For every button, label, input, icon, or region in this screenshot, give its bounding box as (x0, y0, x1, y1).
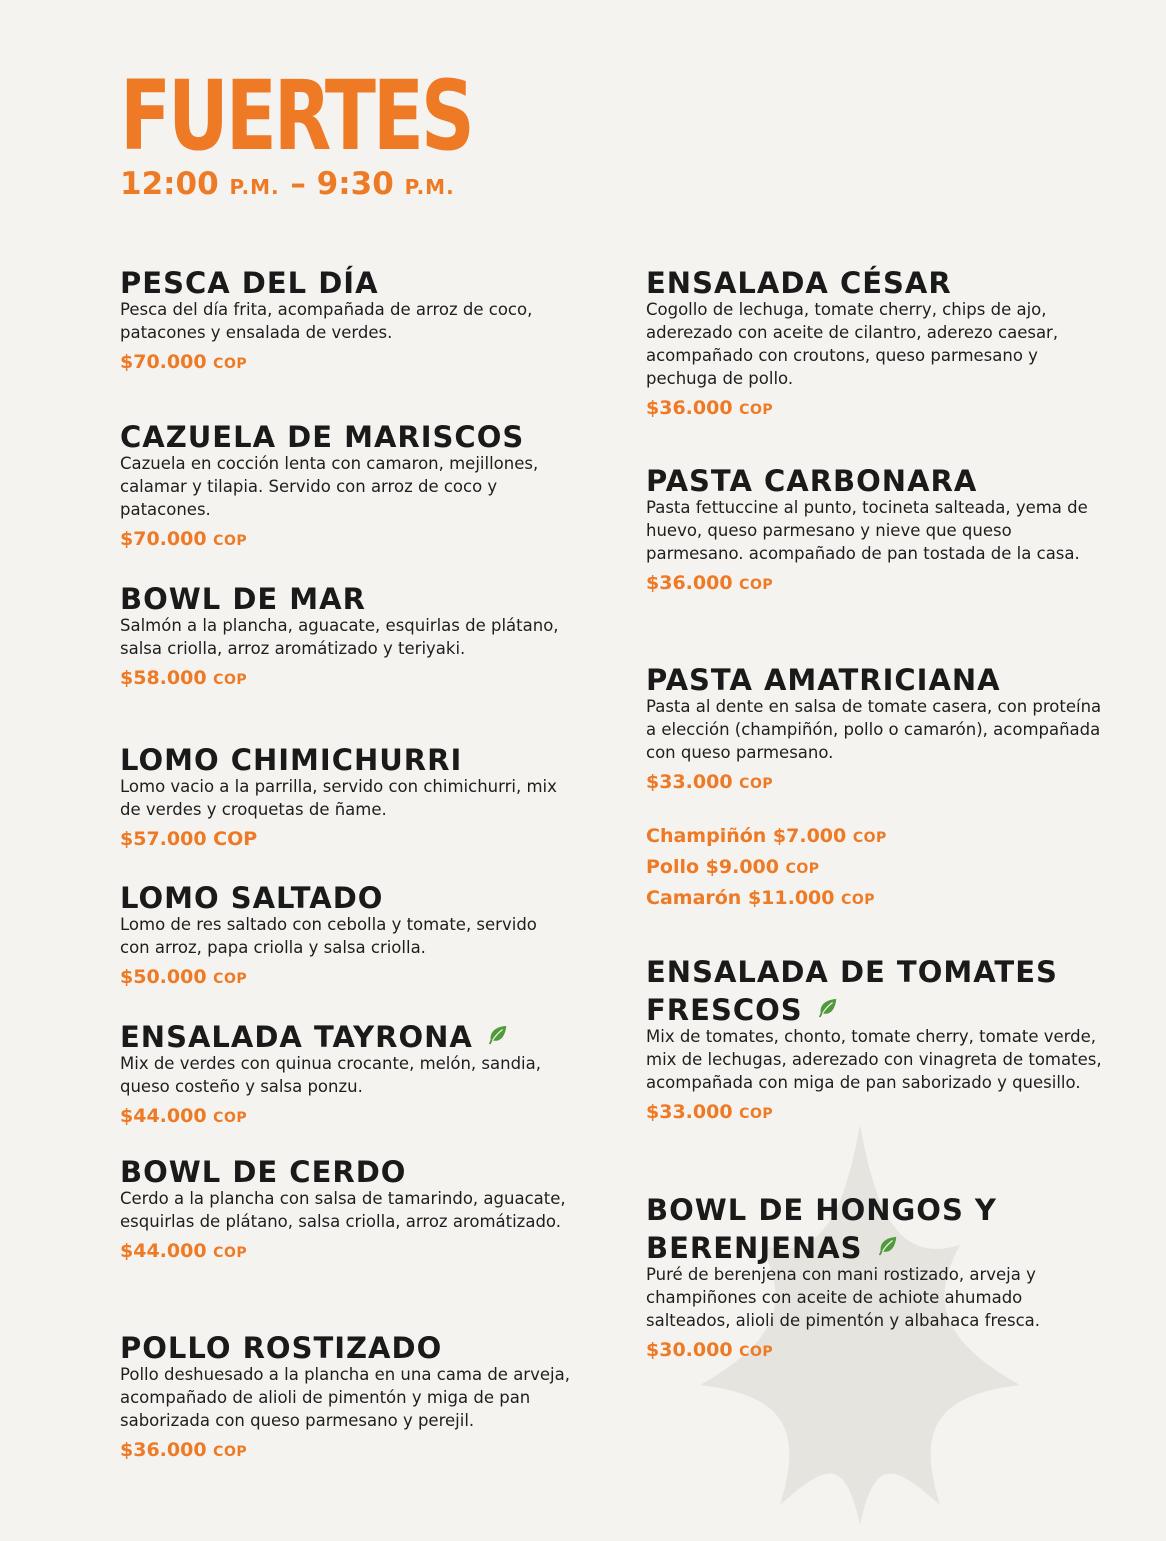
dish-price: $44.000 COP (120, 1105, 248, 1127)
leaf-icon (817, 997, 839, 1019)
dish-name: PASTA CARBONARA (646, 464, 978, 498)
menu-item (120, 1329, 570, 1466)
menu-item (120, 264, 570, 378)
hours-end-suffix: P.M. (404, 175, 455, 199)
menu-item (646, 953, 1106, 1128)
dish-name: BOWL DE MAR (120, 582, 366, 616)
menu-item (120, 741, 570, 853)
leaf-icon (877, 1235, 899, 1257)
dish-description: Lomo de res saltado con cebolla y tomate, servido con arroz, papa criolla y salsa criolla. (120, 915, 537, 957)
dish-name: LOMO CHIMICHURRI (120, 743, 463, 777)
dish-name: CAZUELA DE MARISCOS (120, 420, 525, 454)
menu-item (120, 580, 570, 694)
dish-price: $58.000 COP (120, 667, 248, 689)
dish-description: Mix de verdes con quinua crocante, melón, sandia, queso costeño y salsa ponzu. (120, 1054, 541, 1096)
menu-item (120, 418, 570, 555)
dish-name: ENSALADA TAYRONA (120, 1018, 570, 1056)
menu-item (646, 264, 1106, 424)
dish-price: $36.000 COP (120, 1439, 248, 1461)
hours-end: 9:30 (316, 166, 394, 202)
dish-name: LOMO SALTADO (120, 881, 384, 915)
dish-description: Pasta al dente en salsa de tomate casera, con proteína a elección (champiñón, pollo o camarón), acompañada con queso parmesano. (646, 697, 1102, 762)
dish-name: POLLO ROSTIZADO (120, 1331, 443, 1365)
dish-description: Cerdo a la plancha con salsa de tamarindo, aguacate, esquirlas de plátano, salsa criolla, arroz aromátizado. (120, 1189, 566, 1231)
leaf-icon (487, 1024, 509, 1046)
dish-price: $36.000 COP (646, 572, 774, 594)
extra-option: Pollo $9.000 COP (646, 856, 820, 878)
dish-price: $33.000 COP (646, 771, 774, 793)
dish-description: Mix de tomates, chonto, tomate cherry, tomate verde, mix de lechugas, aderezado con vinagreta de tomates, acompañada con miga de pan saborizado y quesillo. (646, 1027, 1102, 1092)
hours-start: 12:00 (120, 166, 219, 202)
dish-description: Lomo vacio a la parrilla, servido con chimichurri, mix de verdes y croquetas de ñame. (120, 777, 557, 819)
dish-name: ENSALADA CÉSAR (646, 266, 952, 300)
dish-description: Pesca del día frita, acompañada de arroz de coco, patacones y ensalada de verdes. (120, 300, 533, 342)
dish-description: Cogollo de lechuga, tomate cherry, chips de ajo, aderezado con aceite de cilantro, aderezo caesar, acompañado con croutons, queso parmesano y pechuga de pollo. (646, 300, 1059, 388)
dish-description: Salmón a la plancha, aguacate, esquirlas de plátano, salsa criolla, arroz aromátizado y teriyaki. (120, 616, 559, 658)
protein-extras (646, 822, 887, 915)
dish-name: BOWL DE CERDO (120, 1155, 407, 1189)
page-title: FUERTES (120, 60, 472, 172)
dish-price: $50.000 COP (120, 966, 248, 988)
dish-price: $70.000 COP (120, 528, 248, 550)
dish-price: $70.000 COP (120, 351, 248, 373)
dish-price: $33.000 COP (646, 1101, 774, 1123)
menu-item (120, 1018, 570, 1132)
menu-item (646, 1191, 1106, 1366)
dish-price: $57.000 COP (120, 828, 258, 850)
dish-name: PESCA DEL DÍA (120, 266, 379, 300)
menu-item (120, 879, 570, 993)
dish-description: Puré de berenjena con mani rostizado, arveja y champiñones con aceite de achiote ahumado salteados, alioli de pimentón y albahaca fresca. (646, 1265, 1041, 1330)
menu-item (120, 1153, 570, 1267)
extra-option: Camarón $11.000 COP (646, 887, 876, 909)
menu-item (646, 661, 1106, 798)
dish-description: Cazuela en cocción lenta con camaron, mejillones, calamar y tilapia. Servido con arroz de coco y patacones. (120, 454, 539, 519)
dish-price: $30.000 COP (646, 1339, 774, 1361)
hours-separator: – (290, 166, 306, 202)
dish-description: Pasta fettuccine al punto, tocineta salteada, yema de huevo, queso parmesano y nieve que queso parmesano. acompañado de pan tostada de la casa. (646, 498, 1088, 563)
menu-item (646, 462, 1106, 599)
page-header (120, 60, 571, 207)
dish-name: BOWL DE HONGOS Y BERENJENAS (646, 1193, 997, 1265)
dish-price: $44.000 COP (120, 1240, 248, 1262)
dish-price: $36.000 COP (646, 397, 774, 419)
hours-start-suffix: P.M. (229, 175, 280, 199)
dish-description: Pollo deshuesado a la plancha en una cama de arveja, acompañado de alioli de pimentón y miga de pan saborizada con queso parmesano y perejil. (120, 1365, 570, 1430)
extra-option: Champiñón $7.000 COP (646, 825, 887, 847)
dish-name: ENSALADA DE TOMATES FRESCOS (646, 955, 1058, 1027)
dish-name: PASTA AMATRICIANA (646, 663, 1001, 697)
